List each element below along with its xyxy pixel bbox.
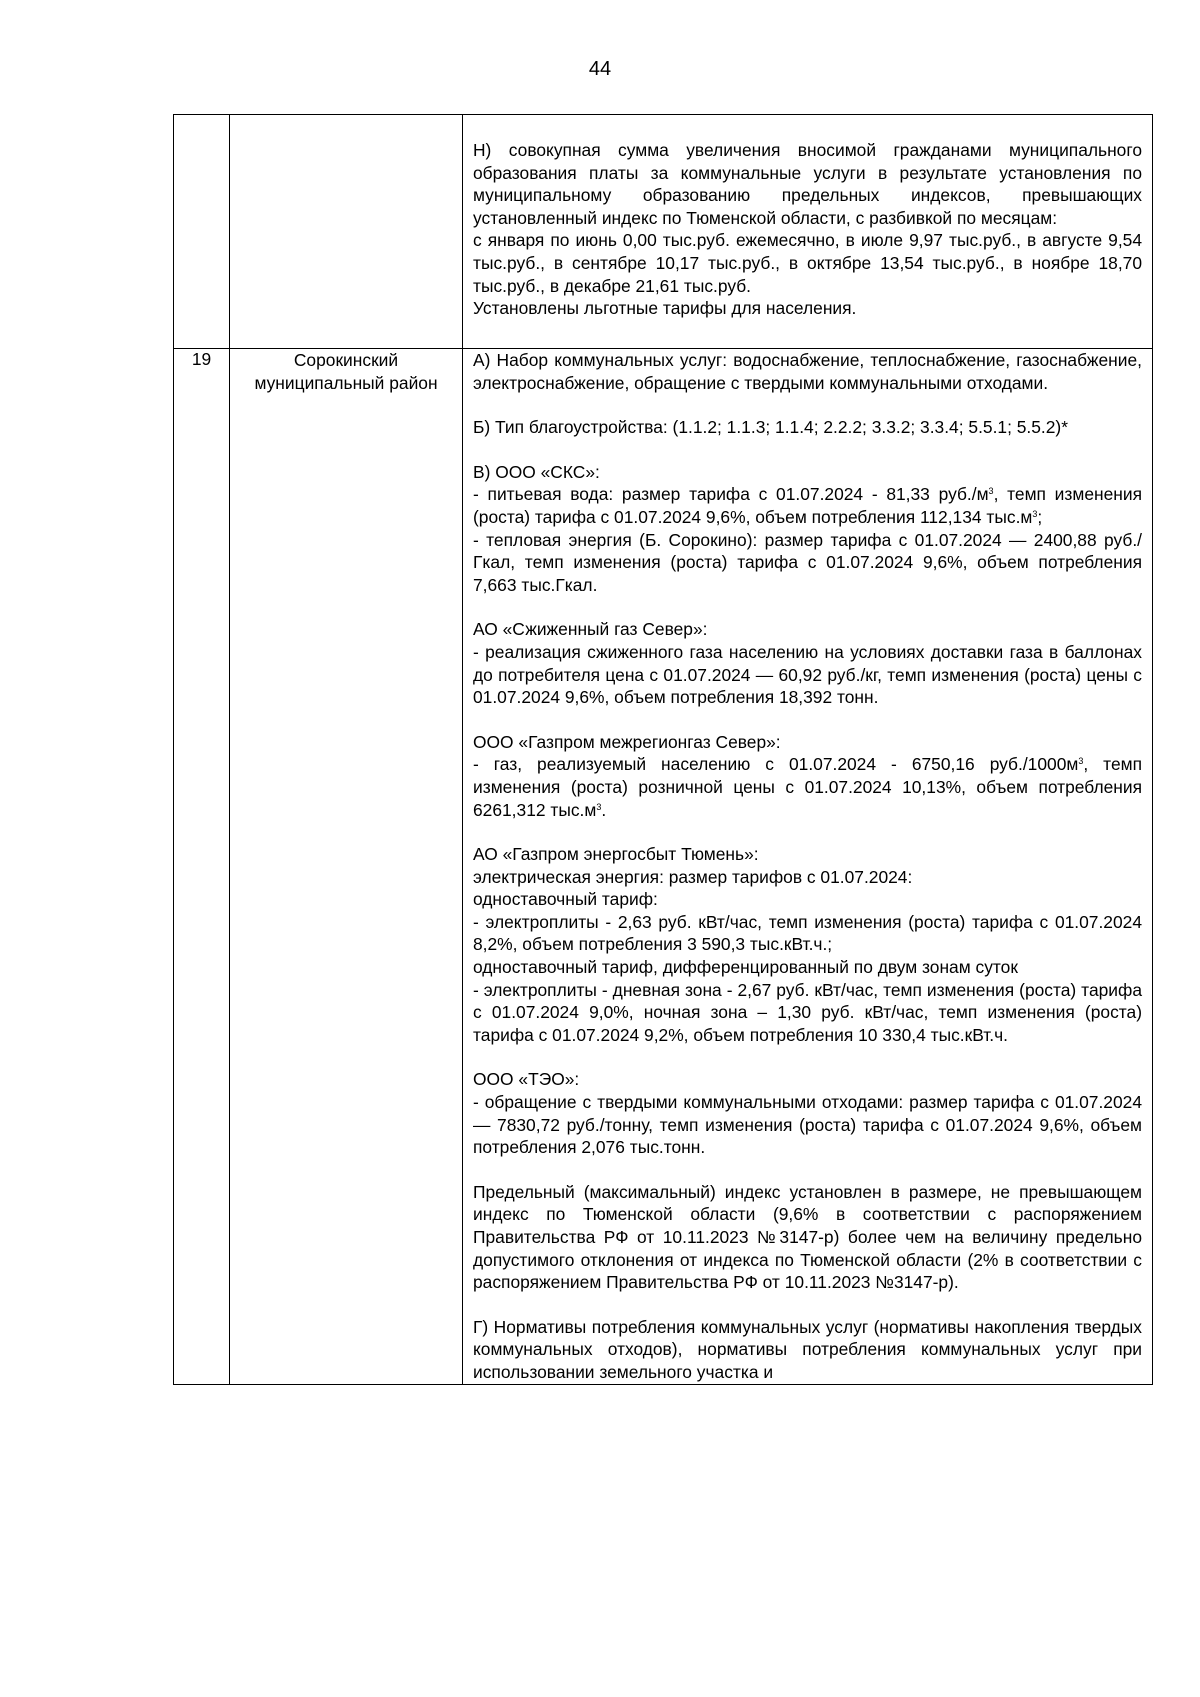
table-row bbox=[174, 115, 1153, 349]
table-row bbox=[174, 349, 1153, 1385]
teo-title: ООО «ТЭО»: bbox=[473, 1069, 580, 1090]
water-tariff-text: - питьевая вода: размер тарифа с 01.07.2024 - 81,33 $руб./м^3$, темп изменения (роста) тарифа с 01.07.2024 9,6%, объем потребления 112,134 $тыс.м^3$; bbox=[473, 484, 1142, 527]
details-cell bbox=[463, 115, 1153, 349]
number-cell bbox=[174, 115, 230, 349]
section-b-text: Б) Тип благоустройства: (1.1.2; 1.1.3; 1.1.4; 2.2.2; 3.3.2; 3.3.4; 5.5.1; 5.5.2)* bbox=[473, 417, 1068, 438]
section-a-text: А) Набор коммунальных услуг: водоснабжение, теплоснабжение, газоснабжение, электроснабжение, обращение с твердыми коммунальными отходами. bbox=[473, 350, 1142, 393]
region-name: Сорокинский муниципальный район bbox=[230, 349, 463, 1385]
details-cell bbox=[463, 349, 1153, 1385]
gas-tariff-text: - газ, реализуемый населению с 01.07.2024 - 6750,16 $руб./1000м^3$, темп изменения (роста) розничной цены с 01.07.2024 10,13%, объем потребления 6261,312 $тыс.м^3$. bbox=[473, 754, 1142, 820]
electricity-line: - электроплиты - 2,63 руб. кВт/час, темп изменения (роста) тарифа с 01.07.2024 8,2%, объем потребления 3 590,3 тыс.кВт.ч.; bbox=[473, 911, 1142, 955]
row-number: 19 bbox=[174, 349, 230, 1385]
monthly-breakdown-text: с января по июнь 0,00 тыс.руб. ежемесячно, в июле 9,97 тыс.руб., в августе 9,54 тыс.руб., в сентябре 10,17 тыс.руб., в октябре 13,54 тыс.руб., в ноябре 18,70 тыс.руб., в декабре 21,61 тыс.руб. bbox=[473, 230, 1142, 296]
page-number: 44 bbox=[588, 58, 612, 80]
electricity-line: одноставочный тариф, дифференцированный по двум зонам суток bbox=[473, 957, 1018, 978]
max-index-text: Предельный (максимальный) индекс установлен в размере, не превышающем индекс по Тюменской области (9,6% в соответствии с распоряжением Правительства РФ от 10.11.2023 №3147-р) более чем на величину предельно допустимого отклонения от индекса по Тюменской области (2% в соответствии с распоряжением Правительства РФ от 10.11.2023 №3147-р). bbox=[473, 1181, 1142, 1293]
section-n-text: Н) совокупная сумма увеличения вносимой гражданами муниципального образования платы за коммунальные услуги в результате установления по муниципальному образованию предельных индексов, превышающих установленный индекс по Тюменской области, с разбивкой по месяцам: bbox=[473, 140, 1142, 228]
teo-tariff-text: - обращение с твердыми коммунальными отходами: размер тарифа с 01.07.2024 — 7830,72 руб./тонну, темп изменения (роста) тарифа с 01.07.2024 9,6%, объем потребления 2,076 тыс.тонн. bbox=[473, 1092, 1142, 1158]
region-cell bbox=[230, 115, 463, 349]
electricity-line: электрическая энергия: размер тарифов с 01.07.2024: bbox=[473, 866, 913, 887]
electricity-title: АО «Газпром энергосбыт Тюмень»: bbox=[473, 844, 759, 865]
heat-tariff-text: - тепловая энергия (Б. Сорокино): размер тарифа с 01.07.2024 — 2400,88 руб./Гкал, темп изменения (роста) тарифа с 01.07.2024 9,6%, объем потребления 7,663 тыс.Гкал. bbox=[473, 529, 1142, 595]
electricity-line: одноставочный тариф: bbox=[473, 889, 658, 910]
tariff-table bbox=[173, 114, 1153, 1385]
sks-title: В) ООО «СКС»: bbox=[473, 461, 600, 482]
lpg-tariff-text: - реализация сжиженного газа населению на условиях доставки газа в баллонах до потребителя цена с 01.07.2024 — 60,92 руб./кг, темп изменения (роста) цены с 01.07.2024 9,6%, объем потребления 18,392 тонн. bbox=[473, 641, 1142, 708]
electricity-line: - электроплиты - дневная зона - 2,67 руб. кВт/час, темп изменения (роста) тарифа с 01.07.2024 9,0%, ночная зона – 1,30 руб. кВт/час, темп изменения (роста) тарифа с 01.07.2024 9,2%, объем потребления 10 330,4 тыс.кВт.ч. bbox=[473, 979, 1142, 1045]
section-g-text: Г) Нормативы потребления коммунальных услуг (нормативы накопления твердых коммунальных отходов), нормативы потребления коммунальных услуг при использовании земельного участка и bbox=[473, 1316, 1142, 1382]
gas-title: ООО «Газпром межрегионгаз Север»: bbox=[473, 731, 781, 752]
benefit-tariffs-text: Установлены льготные тарифы для населения. bbox=[473, 298, 857, 319]
lpg-title: АО «Сжиженный газ Север»: bbox=[473, 619, 708, 640]
